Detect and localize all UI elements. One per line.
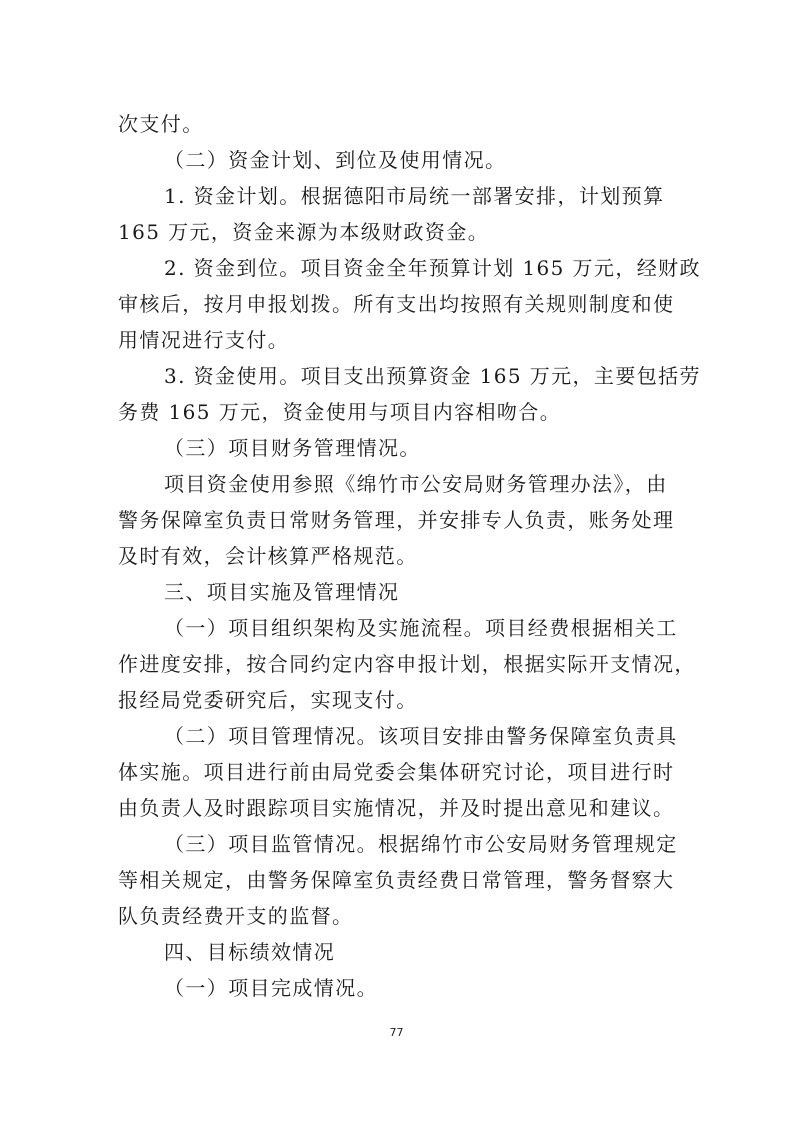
body-line: 等相关规定，由警务保障室负责经费日常管理，警务督察大 [118, 868, 675, 892]
body-line: （二）项目管理情况。该项目安排由警务保障室负责具 [164, 724, 678, 748]
chapter-heading: 三、项目实施及管理情况 [164, 580, 400, 604]
body-line: 报经局党委研究后，实现支付。 [118, 688, 418, 712]
body-line: 2. 资金到位。项目资金全年预算计划 165 万元，经财政 [164, 256, 701, 280]
body-line: 及时有效，会计核算严格规范。 [118, 544, 418, 568]
body-line: （一）项目组织架构及实施流程。项目经费根据相关工 [164, 616, 678, 640]
body-line: 体实施。项目进行前由局党委会集体研究讨论，项目进行时 [118, 760, 675, 784]
body-line: 1. 资金计划。根据德阳市局统一部署安排，计划预算 [164, 184, 665, 208]
body-line: 警务保障室负责日常财务管理，并安排专人负责，账务处理 [118, 508, 675, 532]
body-line: （三）项目监管情况。根据绵竹市公安局财务管理规定 [164, 832, 678, 856]
body-line: 项目资金使用参照《绵竹市公安局财务管理办法》，由 [164, 472, 668, 496]
body-line: 3. 资金使用。项目支出预算资金 165 万元，主要包括劳 [164, 364, 701, 388]
body-line: 165 万元，资金来源为本级财政资金。 [118, 220, 490, 244]
chapter-heading: 四、目标绩效情况 [164, 940, 336, 964]
page-number: 77 [389, 1026, 404, 1039]
section-heading: （一）项目完成情况。 [164, 976, 378, 1000]
body-line: 务费 165 万元，资金使用与项目内容相吻合。 [118, 400, 562, 424]
body-line: 审核后，按月申报划拨。所有支出均按照有关规则制度和使 [118, 292, 675, 316]
body-line: 作进度安排，按合同约定内容申报计划，根据实际开支情况， [118, 652, 696, 676]
section-heading: （三）项目财务管理情况。 [164, 436, 421, 460]
body-line: 队负责经费开支的监督。 [118, 904, 354, 928]
body-line: 次支付。 [118, 112, 204, 136]
body-line: 用情况进行支付。 [118, 328, 290, 352]
section-heading: （二）资金计划、到位及使用情况。 [164, 148, 507, 172]
body-line: 由负责人及时跟踪项目实施情况，并及时提出意见和建议。 [118, 796, 675, 820]
